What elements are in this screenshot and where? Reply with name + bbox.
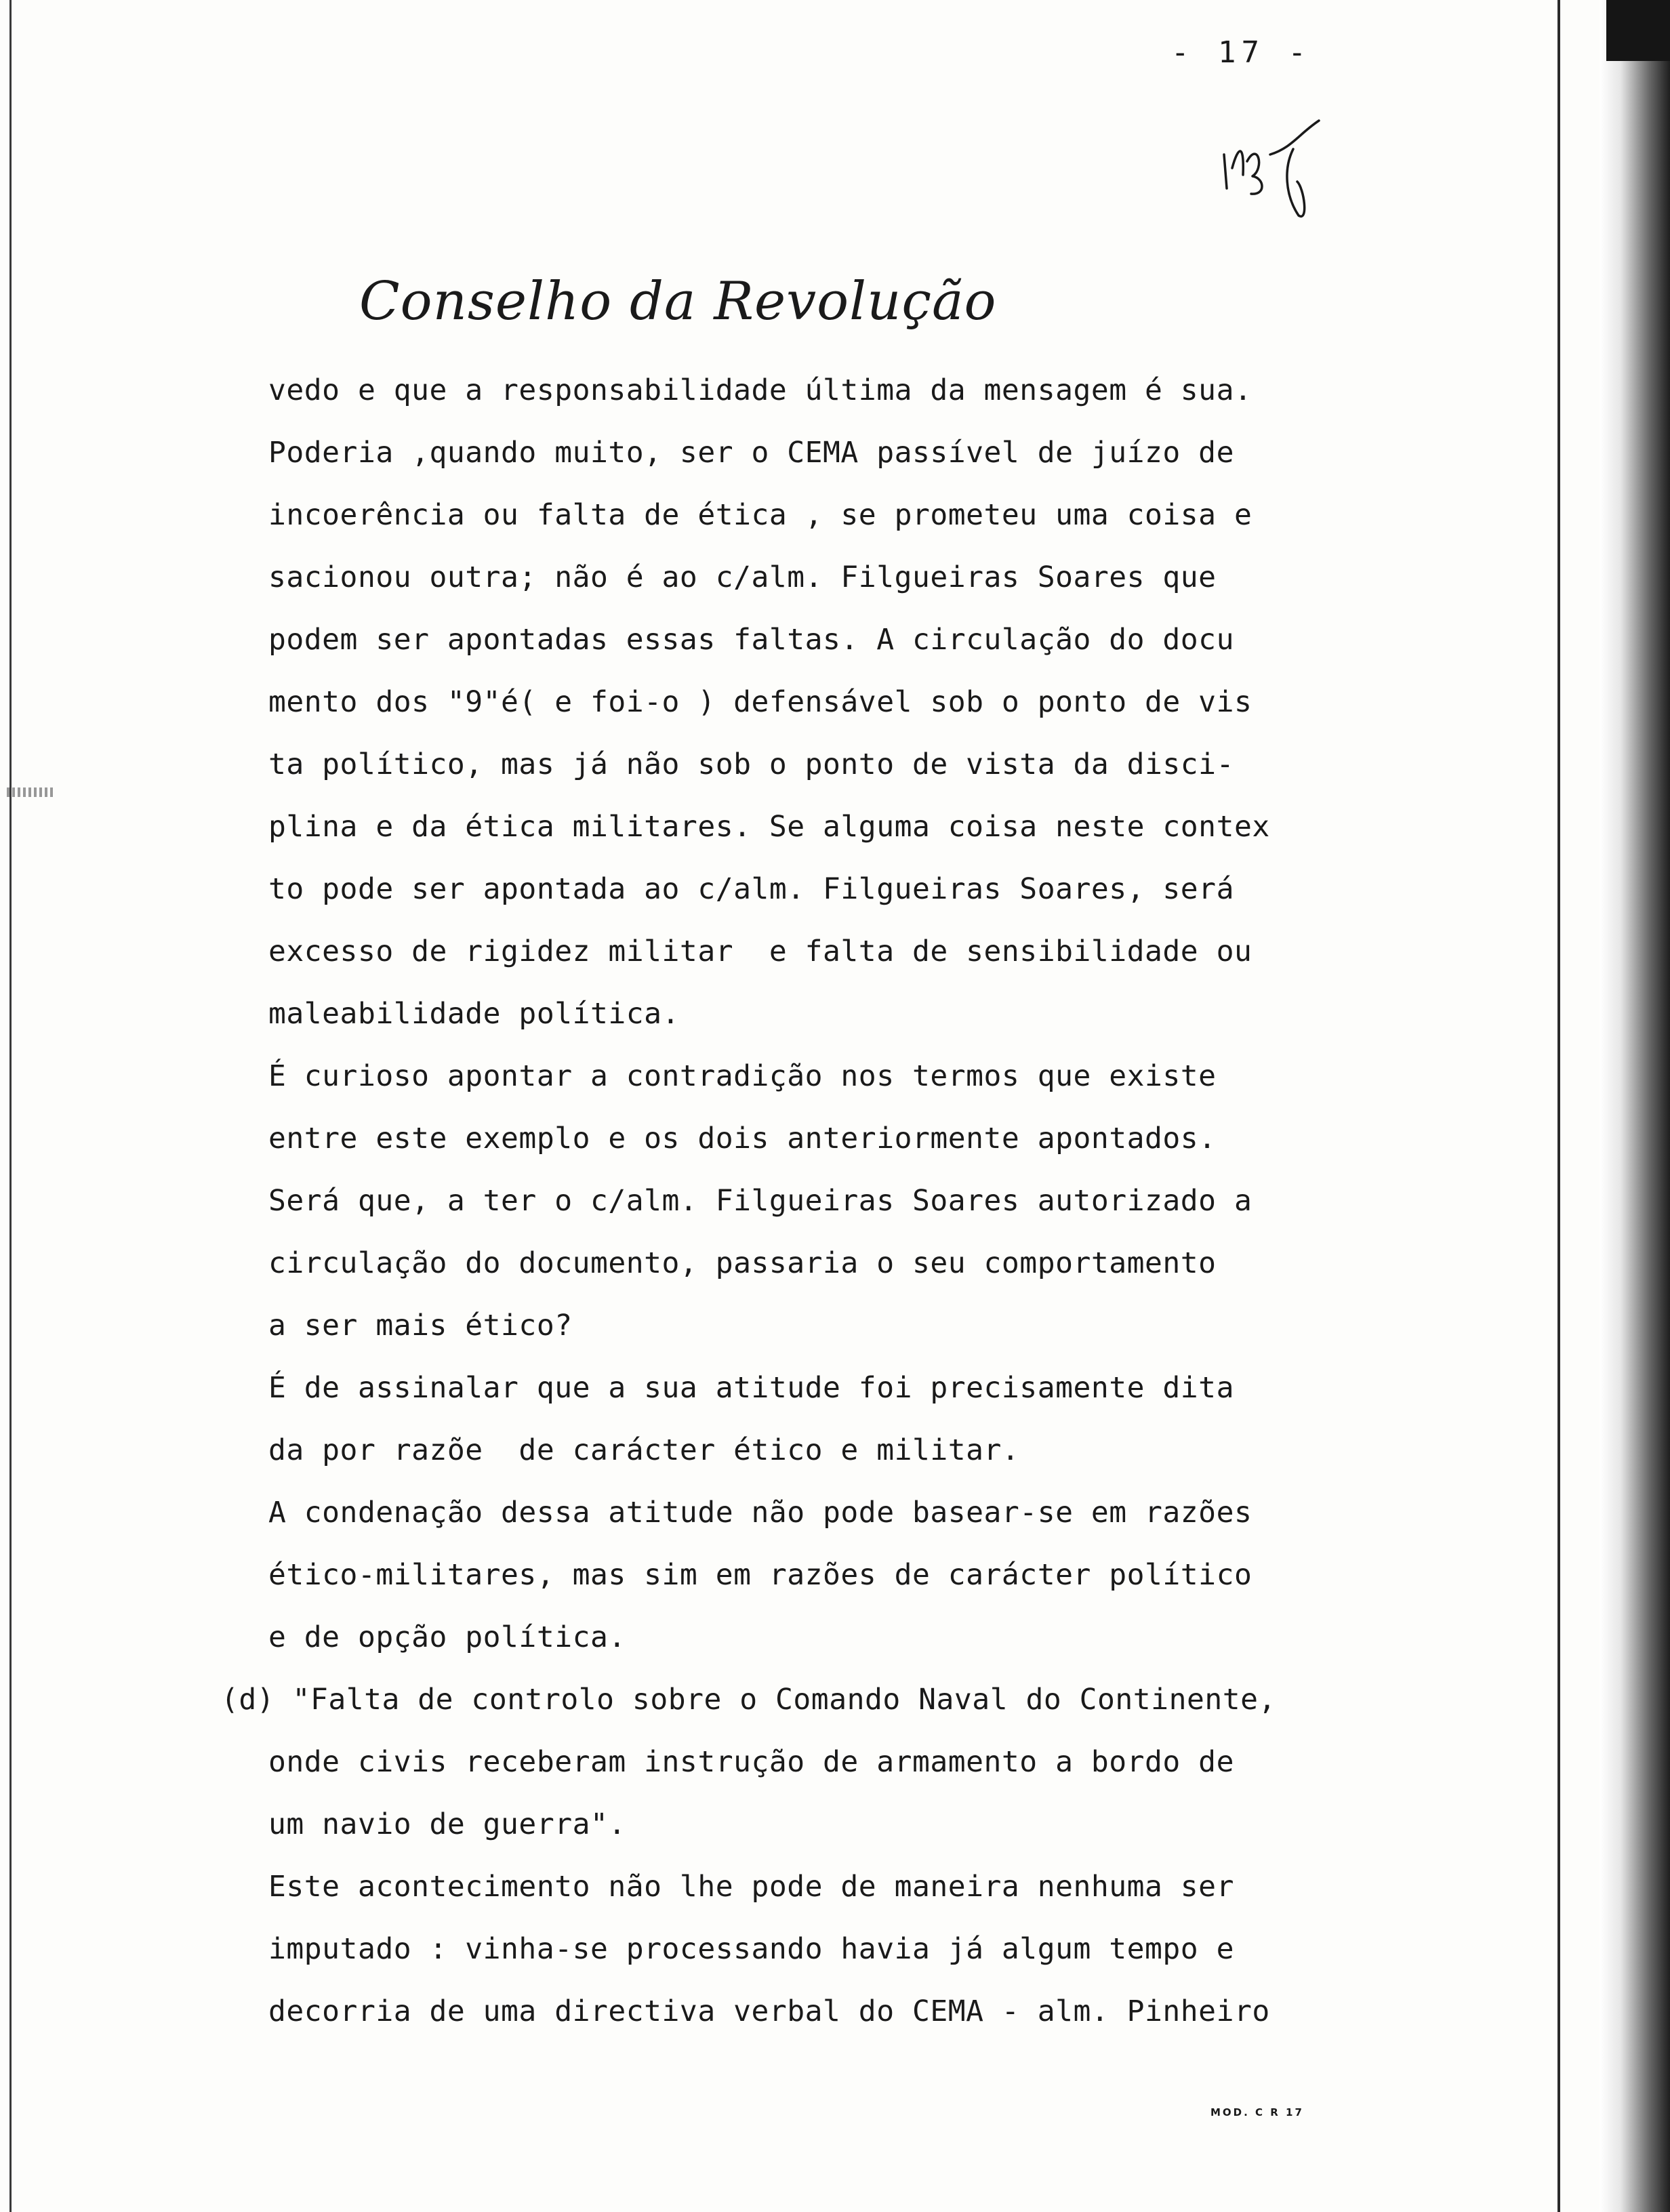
text-line: vedo e que a responsabilidade última da mensagem é sua.: [268, 373, 1252, 407]
text-line: Este acontecimento não lhe pode de maneira nenhuma ser: [268, 1870, 1234, 1904]
text-line: to pode ser apontada ao c/alm. Filgueiras Soares, será: [268, 872, 1234, 906]
text-line: imputado : vinha-se processando havia já algum tempo e: [268, 1932, 1234, 1966]
text-line: a ser mais ético?: [268, 1309, 573, 1343]
text-line: decorria de uma directiva verbal do CEMA - alm. Pinheiro: [268, 1994, 1270, 2028]
text-line: um navio de guerra".: [268, 1807, 626, 1841]
text-line: Poderia ,quando muito, ser o CEMA passível de juízo de: [268, 436, 1234, 470]
scan-left-edge: [9, 0, 12, 2212]
scan-smudge: [7, 787, 54, 797]
scan-corner: [1606, 0, 1670, 61]
form-code: MOD. C R 17: [1210, 2106, 1304, 2118]
text-line: É curioso apontar a contradição nos termos que existe: [268, 1059, 1217, 1093]
text-line: mento dos "9"é( e foi-o ) defensável sob o ponto de vis: [268, 685, 1252, 719]
text-line: Será que, a ter o c/alm. Filgueiras Soares autorizado a: [268, 1184, 1252, 1218]
text-line: onde civis receberam instrução de armamento a bordo de: [268, 1745, 1234, 1779]
text-line: A condenação dessa atitude não pode basear-se em razões: [268, 1496, 1252, 1530]
text-line: É de assinalar que a sua atitude foi precisamente dita: [268, 1371, 1234, 1405]
text-line: podem ser apontadas essas faltas. A circulação do docu: [268, 623, 1234, 657]
text-line: excesso de rigidez militar e falta de sensibilidade ou: [268, 935, 1252, 968]
text-line: entre este exemplo e os dois anteriormente apontados.: [268, 1122, 1217, 1155]
letterhead-title: Conselho da Revolução: [359, 271, 997, 332]
text-line: circulação do documento, passaria o seu comportamento: [268, 1246, 1217, 1280]
scan-fold-line: [1557, 0, 1560, 2212]
list-item-d: (d) "Falta de controlo sobre o Comando Naval do Continente,: [221, 1683, 1276, 1717]
text-line: ético-militares, mas sim em razões de carácter político: [268, 1558, 1252, 1592]
page-number: - 17 -: [1171, 35, 1311, 70]
scan-right-edge: [1600, 0, 1670, 2212]
text-line: da por razõe de carácter ético e militar.: [268, 1433, 1020, 1467]
text-line: ta político, mas já não sob o ponto de vista da disci-: [268, 747, 1234, 781]
body-text: [221, 359, 1326, 2043]
text-line: incoerência ou falta de ética , se prometeu uma coisa e: [268, 498, 1252, 532]
text-line: maleabilidade política.: [268, 997, 680, 1031]
text-line: plina e da ética militares. Se alguma coisa neste contex: [268, 810, 1270, 844]
handwritten-initials: [1217, 114, 1353, 229]
text-line: e de opção política.: [268, 1620, 626, 1654]
text-line: sacionou outra; não é ao c/alm. Filgueiras Soares que: [268, 560, 1217, 594]
